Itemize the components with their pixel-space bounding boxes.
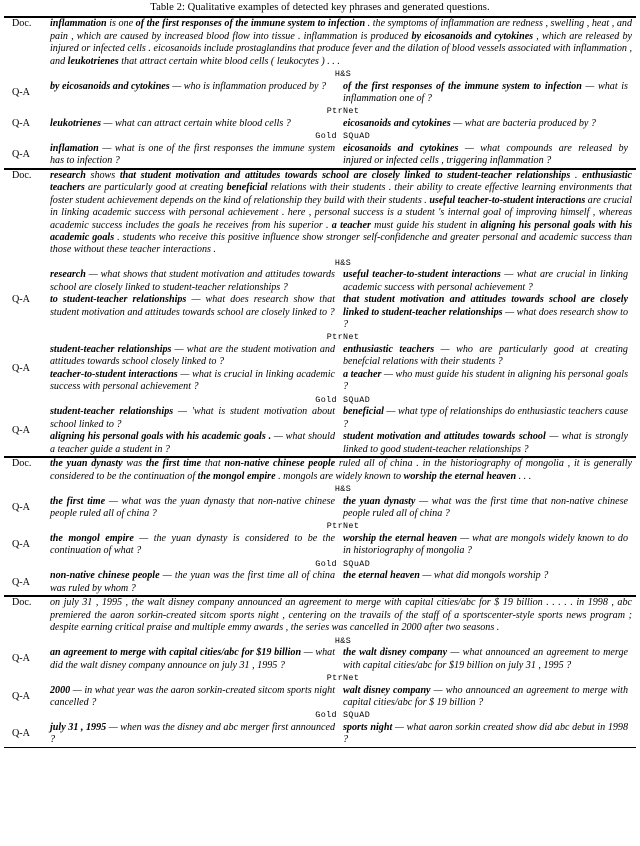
qa-pair: student-teacher relationships — 'what is student motivation about school linked to ?	[50, 406, 335, 430]
system-label-spacer	[4, 559, 50, 570]
system-label-hs: H&S	[334, 635, 352, 646]
qa-pair: student-teacher relationships — what are the student motivation and attitudes towards school closely linked to ?	[50, 344, 335, 368]
row-label-qa: Q-A	[12, 86, 30, 98]
system-label-row	[4, 394, 636, 407]
system-label-spacer	[4, 484, 50, 495]
qa-row	[4, 647, 636, 672]
row-label-qa: Q-A	[12, 690, 30, 702]
qa-cell-left	[50, 496, 343, 521]
qa-cell-left	[50, 344, 343, 394]
example-block	[4, 458, 636, 595]
row-label-qa: Q-A	[12, 294, 30, 306]
qa-cell-left	[50, 118, 343, 130]
document-paragraph: on july 31 , 1995 , the walt disney company announced an agreement to merge with capital cities/abc for $ 19 billion . . . . . in 1998 , abc premiered the aaron sorkin-created sitcom sports night , centering on the travails of the staff of a sportscenter-style sports news program ; despite earning critical praise and multiple emmy awards , the series was cancelled in 2000 after two seasons .	[50, 597, 632, 634]
qa-cell-right	[343, 570, 636, 595]
qa-cell-right	[343, 143, 636, 168]
qa-cell-left	[50, 406, 343, 456]
system-label-spacer	[4, 332, 50, 343]
system-label-spacer	[4, 258, 50, 269]
qa-pair: that student motivation and attitudes towards school are closely linked to student-teacher relationships — what does research show to ?	[343, 294, 628, 331]
row-label-qa: Q-A	[12, 501, 30, 513]
qa-cell-left	[50, 533, 343, 558]
qa-pair: student motivation and attitudes towards school — what is strongly linked to good student-teacher relationships ?	[343, 431, 628, 455]
document-paragraph: research shows that student motivation and attitudes towards school are closely linked to student-teacher relationships . enthusiastic teachers are particularly good at creating beneficial relations with their students . their ability to create effective learning environments that foster student achievement depends on the kind of relationship they build with their students . useful teacher-to-student interactions are crucial in linking academic success with personal achievement . here , personal success is a student 's internal goal of improving himself , whereas academic success includes the goals he receives from his superior . a teacher must guide his student in aligning his personal goals with his academic goals . students who receive this positive influence show stronger self-confidenche and greater personal and academic success than those without these teacher interactions .	[50, 170, 633, 256]
system-label-hs: H&S	[334, 257, 352, 268]
qa-pair: by eicosanoids and cytokines — who is inflammation produced by ?	[50, 80, 327, 92]
qa-pair: the walt disney company — what announced an agreement to merge with capital cities/abc for $19 billion on july 31 , 1995 ?	[343, 647, 628, 671]
qa-cell-right	[343, 269, 636, 331]
system-label-squad: SQuAD	[343, 394, 371, 405]
system-label-spacer	[4, 636, 50, 647]
qa-pair: the first time — what was the yuan dynasty that non-native chinese people ruled all of china ?	[50, 495, 335, 519]
system-label-row	[4, 709, 636, 722]
qa-pair: non-native chinese people — the yuan was the first time all of china was ruled by whom ?	[50, 570, 336, 594]
system-label-ptrnet: PtrNet	[326, 332, 360, 343]
system-label-hs: H&S	[334, 69, 352, 80]
row-label-qa: Q-A	[12, 424, 30, 436]
system-label-row	[4, 68, 636, 81]
qa-row	[4, 118, 636, 130]
qa-pair: the mongol empire — the yuan dynasty is considered to be the continuation of what ?	[50, 532, 335, 557]
system-label-hs: H&S	[334, 483, 352, 494]
qa-cell-right	[343, 533, 636, 558]
qa-pair: worship the eternal heaven — what are mongols widely known to do in historiography of mongolia ?	[343, 532, 628, 557]
qa-pair: 2000 — in what year was the aaron sorkin-created sitcom sports night cancelled ?	[50, 684, 335, 708]
row-label-qa: Q-A	[12, 728, 30, 740]
qa-cell-left	[50, 81, 343, 106]
document-text	[50, 170, 636, 257]
qa-cell-right	[343, 496, 636, 521]
qa-row	[4, 344, 636, 394]
system-label-squad: SQuAD	[343, 710, 371, 721]
qa-cell-right	[343, 344, 636, 394]
qa-pair: research — what shows that student motivation and attitudes towards school are closely linked to student-teacher relationships ?	[50, 269, 335, 293]
system-label-spacer	[4, 131, 50, 142]
qa-cell-left	[50, 143, 343, 168]
qa-row	[4, 570, 636, 595]
row-label-qa: Q-A	[12, 539, 30, 551]
qa-pair: enthusiastic teachers — who are particularly good at creating benefcial relations with their students ?	[343, 344, 628, 368]
qa-pair: inflamation — what is one of the first responses the immune system has to infection ?	[50, 143, 335, 167]
qa-cell-left	[50, 647, 343, 672]
system-label-squad: SQuAD	[343, 131, 371, 142]
row-label-doc: Doc.	[12, 170, 32, 182]
qa-pair: an agreement to merge with capital cities/abc for $19 billion — what did the walt disney company announce on july 31 , 1995 ?	[50, 647, 336, 671]
system-label-gold: Gold	[315, 710, 337, 721]
document-row	[4, 597, 636, 634]
row-label-qa: Q-A	[12, 149, 30, 161]
system-label-spacer	[4, 106, 50, 117]
row-label-qa: Q-A	[12, 118, 30, 130]
qa-row	[4, 81, 636, 106]
system-label-row	[4, 105, 636, 118]
system-label-row	[4, 130, 636, 143]
qa-pair: eicosanoids and cytokines — what are bacteria produced by ?	[343, 118, 596, 130]
document-row	[4, 18, 636, 68]
qa-pair: leukotrienes — what can attract certain white blood cells ?	[50, 118, 291, 130]
qa-row	[4, 685, 636, 710]
qa-cell-right	[343, 406, 636, 456]
qa-cell-left	[50, 570, 343, 595]
qa-cell-left	[50, 685, 343, 710]
qa-pair: aligning his personal goals with his academic goals . — what should a teacher guide a student in ?	[50, 431, 335, 455]
qa-row	[4, 496, 636, 521]
system-label-row	[4, 257, 636, 270]
qa-pair: to student-teacher relationships — what does research show that student motivation and attitudes towards school are closely linked to ?	[50, 294, 335, 318]
table-bottom-rule	[4, 747, 636, 748]
row-label-qa: Q-A	[12, 653, 30, 665]
system-label-spacer	[4, 395, 50, 406]
example-block	[4, 18, 636, 167]
system-label-row	[4, 331, 636, 344]
document-paragraph: inflammation is one of the first responses of the immune system to infection . the symptoms of inflammation are redness , swelling , heat , and pain , which are caused by increased blood flow into tissue . inflammation is produced by eicosanoids and cytokines , which are released by injured or infected cells . eicosanoids include prostaglandins that produce fever and the dilation of blood vessels associated with inflammation , and leukotrienes that attract certain white blood cells ( leukocytes ) . . .	[50, 18, 632, 67]
qa-pair: useful teacher-to-student interactions — what are crucial in linking academic success with personal achievement ?	[343, 269, 628, 293]
system-label-gold: Gold	[315, 394, 337, 405]
system-label-spacer	[4, 673, 50, 684]
system-label-row	[4, 635, 636, 648]
document-text	[50, 18, 636, 68]
qa-row	[4, 269, 636, 331]
example-block	[4, 170, 636, 456]
qa-pair: the yuan dynasty — what was the first time that non-native chinese people ruled all of china ?	[343, 495, 628, 519]
qa-pair: eicosanoids and cytokines — what compounds are released by injured or infected cells , triggering inflammation ?	[343, 143, 628, 167]
qa-row	[4, 406, 636, 456]
row-label-qa: Q-A	[12, 362, 30, 374]
system-label-row	[4, 483, 636, 496]
row-label-qa: Q-A	[12, 576, 30, 588]
qa-pair: teacher-to-student interactions — what is crucial in linking academic success with personal achievement ?	[50, 368, 336, 393]
table-body	[4, 18, 636, 746]
qa-pair: beneficial — what type of relationships do enthusiastic teachers cause ?	[343, 406, 628, 430]
system-label-spacer	[4, 69, 50, 80]
qa-cell-right	[343, 81, 636, 106]
qa-row	[4, 722, 636, 747]
row-label-doc: Doc.	[12, 458, 32, 470]
qa-row	[4, 143, 636, 168]
qa-cell-right	[343, 685, 636, 710]
document-paragraph: the yuan dynasty was the first time that non-native chinese people ruled all of china . in the historiography of mongolia , it is generally considered to be the continuation of the mongol empire . mongols are widely known to worship the eternal heaven . . .	[50, 458, 632, 482]
qa-pair: of the first responses of the immune system to infection — what is inflammation one of ?	[343, 80, 628, 105]
table-caption: Table 2: Qualitative examples of detected key phrases and generated questions.	[150, 2, 490, 13]
system-label-ptrnet: PtrNet	[326, 672, 360, 683]
system-label-row	[4, 672, 636, 685]
row-label-doc: Doc.	[12, 597, 32, 609]
qa-pair: the eternal heaven — what did mongols worship ?	[343, 570, 549, 582]
qa-cell-left	[50, 722, 343, 747]
system-label-gold: Gold	[315, 558, 337, 569]
system-label-ptrnet: PtrNet	[326, 521, 360, 532]
qa-pair: sports night — what aaron sorkin created show did abc debut in 1998 ?	[343, 721, 629, 746]
system-label-squad: SQuAD	[343, 558, 371, 569]
qa-pair: a teacher — who must guide his student in aligning his personal goals ?	[343, 368, 628, 393]
qa-cell-right	[343, 722, 636, 747]
qa-cell-right	[343, 118, 636, 130]
system-label-row	[4, 520, 636, 533]
document-row	[4, 170, 636, 257]
system-label-ptrnet: PtrNet	[326, 106, 360, 117]
system-label-spacer	[4, 710, 50, 721]
qa-pair: july 31 , 1995 — when was the disney and abc merger first announced ?	[50, 721, 336, 746]
row-label-doc: Doc.	[12, 18, 32, 30]
document-text	[50, 458, 636, 483]
system-label-row	[4, 558, 636, 571]
document-text	[50, 597, 636, 634]
system-label-spacer	[4, 521, 50, 532]
example-block	[4, 597, 636, 746]
qa-row	[4, 533, 636, 558]
qa-cell-right	[343, 647, 636, 672]
document-row	[4, 458, 636, 483]
qa-cell-left	[50, 269, 343, 331]
qa-pair: walt disney company — who announced an agreement to merge with capital cities/abc for $ 19 billion ?	[343, 684, 628, 708]
system-label-gold: Gold	[315, 131, 337, 142]
